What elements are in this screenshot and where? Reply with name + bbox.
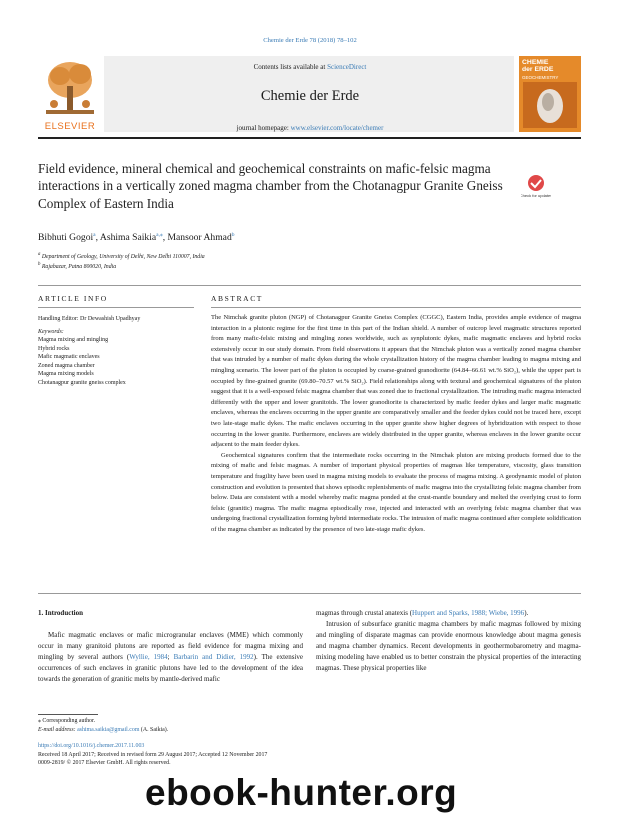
cover-subtitle: GEOCHEMISTRY [522,75,559,80]
email-link[interactable]: ashima.saikia@gmail.com [77,727,140,733]
abstract-divider [211,307,581,308]
abstract-paragraph: Geochemical signatures confirm that the intermediate rocks occurring in the Nimchak pluton are mixing products formed due to the mixing of mafic and felsic magmas. A number of important physical properties of magmas like temperature, viscosity, glass transition temperature and fragility have been used in magma mixing models to evaluate the process of magma mixing. A geodynamic model of pluton construction and evolution is presented that shows episodic replenishments of mafic magma into the crystallizing felsic magma chamber from below. Data are consistent with a model whereby mafic magma ponded at the crust-mantle boundary and melted the overlying crust to form felsic (granitic) magma. The mafic magma episodically rose, injected and interacted with an overlying felsic magma chamber that was undergoing fractional crystallization forming hybrid intermediate rocks. The intrusion of mafic magma continued after complete solidification of the magma chamber as indicated by the presence of two late-stage mafic dykes. [211,451,581,533]
abstract-paragraph: The Nimchak granite pluton (NGP) of Chotanagpur Granite Gneiss Complex (CGGC), Eastern India, provides ample evidence of magma interaction in a plutonic regime for the first time in this part of the Indian shield. A number of outcrop level magmatic structures reported from many mafic-felsic mixing and mingling zones worldwide, such as synplutonic dykes, mafic magmatic enclaves and hybrid rocks extensively occur in our study domain. From field observations it appears that the Nimchak pluton was a vertically zoned magma chamber that was intruded by a number of mafic dykes during the whole crystallization history of the magma chamber leading to magma mixing and mingling scenario. The lower part of the pluton is occupied by coarse-grained granodiorite (64.84–66.61 wt.% SiO₂), while the upper part is occupied by fine-grained granite (69.80–70.57 wt.% SiO₂). Field relationships along with textural and geochemical signatures of the pluton suggest that it is a well-exposed felsic magma chamber that was zoned due to fractional crystallization. The intruding mafic magma interacted differently with the upper and lower granitoids. The lower granodiorite is characterized by mafic feeder dykes and larger mafic magmatic enclaves, whereas the enclaves occurring in the upper granite are comparatively smaller and the feeder dykes could not be traced here, except two late-stage mafic dykes. The mafic enclaves occurring in the upper granite show higher degrees of hybridization with respect to those occurring in the lower granite. Furthermore, enclaves are widely distributed in the upper granite, whereas enclaves in the lower granite occur adjacent to the main feeder dykes. [211,314,581,449]
email-line: E-mail address: ashima.saikia@gmail.com (A. Saikia). [38,727,169,733]
homepage-prefix: journal homepage: [236,124,291,132]
handling-editor: Handling Editor: Dr Dewashish Upadhyay [38,316,141,322]
keyword: Magma mixing models [38,371,94,377]
affiliation: $^b$ Rajabazar, Patna 800020, India [38,262,117,270]
journal-name: Chemie der Erde [260,88,360,104]
journal-citation-link[interactable]: Chemie der Erde 78 (2018) 78–102 [263,37,357,44]
article-info-panel [38,315,198,387]
keyword: Chotanagpur granite gneiss complex [38,379,126,386]
watermark-text: ebook-hunter.org [145,772,458,813]
citation-link[interactable]: Wyllie, 1984 [129,653,168,661]
journal-cover-thumbnail[interactable] [519,56,581,132]
body-column-left [38,630,303,685]
cover-image [523,82,577,128]
citation-link[interactable]: Huppert and Sparks, 1988; Wiebe, 1996 [412,609,525,617]
header-divider [38,137,581,139]
author-name[interactable]: Bibhuti Gogoi [38,232,94,244]
citation-link[interactable]: Barbarin and Didier, 1992 [173,653,254,661]
affiliation: $^a$ Department of Geology, University of Delhi, New Delhi 110007, India [38,252,205,260]
footnote [38,717,168,735]
author-list: Bibhuti Gogoi$^a$, Ashima Saikia$^{a,⁎}$, Mansoor Ahmad$^b$ [38,232,235,244]
doi-link[interactable]: https://doi.org/10.1016/j.chemer.2017.11.003 [38,743,145,749]
body-paragraph: magmas through crustal anatexis (Huppert and Sparks, 1988; Wiebe, 1996). [316,609,529,617]
author-affiliation-marker[interactable]: b [231,232,235,238]
abstract-body [211,313,581,535]
homepage-link[interactable]: www.elsevier.com/locate/chemer [290,124,384,132]
keyword: Mafic magmatic enclaves [38,354,100,360]
contents-prefix: Contents lists available at [253,63,328,71]
author-affiliation-marker[interactable]: a,⁎ [156,232,163,238]
section-divider [38,285,581,286]
article-info-heading: ARTICLE INFO [38,294,108,303]
body-column-right [316,608,581,674]
body-divider [38,593,581,594]
keywords-heading: Keywords: [38,328,64,335]
check-for-updates-icon[interactable] [521,172,551,202]
publisher-logo-text: ELSEVIER [44,121,96,132]
cover-title: CHEMIE der ERDE [522,59,554,73]
svg-text:Check for updates: Check for updates [521,193,551,198]
keyword: Magma mixing and mingling [38,337,109,343]
article-title: Field evidence, mineral chemical and geochemical constraints on mafic-felsic magma interactions in a vertically zoned magma chamber from the Chotanagpur Granite Gneiss Complex of Eastern India [38,161,503,211]
copyright-line: 0009-2819/ © 2017 Elsevier GmbH. All rights reserved. [38,760,171,767]
author-name[interactable]: Mansoor Ahmad [167,232,232,244]
abstract-heading: ABSTRACT [211,294,263,303]
corresponding-author-note: ⁎ Corresponding author. [38,718,96,724]
article-info-divider [38,307,194,308]
author-name[interactable]: Ashima Saikia [99,232,157,244]
sciencedirect-link[interactable]: ScienceDirect [327,63,367,71]
author-affiliation-marker[interactable]: a [93,232,96,238]
body-paragraph: Mafic magmatic enclaves or mafic microgranular enclaves (MME) which commonly occur in many granitoid plutons are reported as field evidence for magma mixing and mingling by several authors (Wyllie, 1984; Barbarin and Didier, 1992). The extensive occurrences of such enclaves in granitic plutons have led to the development of the idea towards the generation of granitic melts by mantle-derived mafic [38,631,303,683]
keyword: Hybrid rocks [38,345,70,352]
footnote-divider [38,714,98,715]
article-footer [38,742,267,768]
introduction-heading: 1. Introduction [38,609,83,617]
body-paragraph: Intrusion of subsurface granitic magma chambers by mafic magmas followed by mixing and mingling of disparate magmas can provide enormous knowledge about magma genesis and magma chamber dynamics. Recent developments in geothermobarometry and magma-mixing modeling have enabled us to better constrain the physical properties of the interacting magmas. These physical properties like [316,620,581,672]
keyword: Zoned magma chamber [38,362,95,369]
received-dates: Received 18 April 2017; Received in revised form 29 August 2017; Accepted 12 November 2017 [38,751,268,758]
